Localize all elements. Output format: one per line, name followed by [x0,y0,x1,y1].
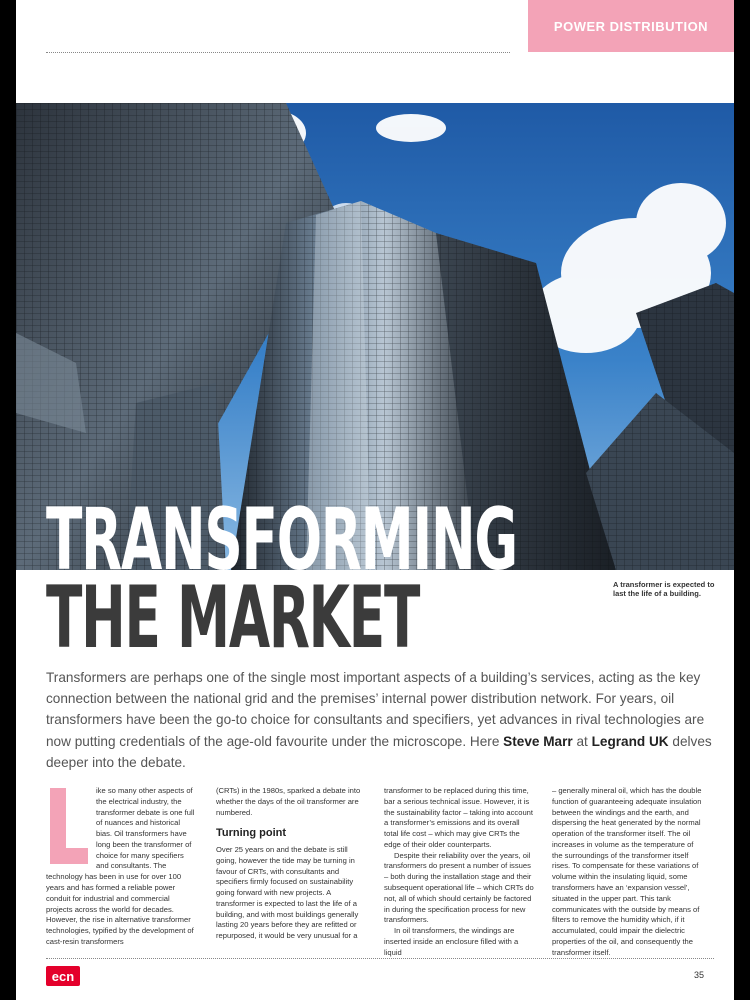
column-2-text-a: (CRTs) in the 1980s, sparked a debate into whether the days of the oil transformer are numbered. [216,786,361,817]
column-1-text: ike so many other aspects of the electrical industry, the transformer debate is one full of nuances and historical bias. Oil transformers have long been the transformer of choice for many specifiers and consultants. The technology has been in use for over 100 years and has formed a reliable power conduit for industrial and commercial projects across the world for decades. However, the rise in alternative transformer technologies, typified by the development of cast-resin transformers [46,786,195,946]
column-1 [46,786,198,948]
column-3 [384,786,536,959]
headline-line-2: THE MARKET [46,568,420,668]
company-name: Legrand UK [591,733,669,749]
standfirst [46,667,716,773]
section-label: POWER DISTRIBUTION [528,0,734,52]
column-4 [552,786,704,959]
standfirst-text-1: Transformers are perhaps one of the single most important aspects of a building’s services, acting as the key connection between the national grid and the premises’ internal power distribution network. For years, oil transformers have been the go-to choice for consultants and specifiers, yet advances in rival technologies are now putting credentials of the age-old favourite under the microscope. Here [46,670,705,749]
magazine-page [16,0,734,1000]
ecn-logo [46,966,80,986]
subheading: Turning point [216,827,287,840]
author-name: Steve Marr [503,733,573,749]
standfirst-text-2: at [572,733,592,749]
article-body [46,786,714,956]
top-divider [46,52,510,53]
headline-line-1: TRANSFORMING [46,490,517,590]
svg-text:ecn: ecn [51,969,75,984]
column-3-text-a: transformer to be replaced during this time, bar a serious technical issue. However, it is the sustainability factor – taking into account a transformer’s emissions and its overall total life cost – which may give CRTs the edge of their older counterparts. [384,786,534,849]
column-4-text: – generally mineral oil, which has the double function of guaranteeing adequate insulation between the windings and the earth, and dispersing the heat generated by the normal operation of the transformer itself. The oil increases in volume as the temperature of the surroundings of the transformer itself rises. To compensate for these variations of volume within the insulating liquid, some transformers have an ‘expansion vessel’, situated in the upper part. This tank communicates with the outside by means of filters to remove the humidity which, if it accumulated, could impair the dielectric properties of the oil, and consequently the transformer itself. [552,786,702,957]
column-3-text-c: In oil transformers, the windings are inserted inside an enclosure filled with a liquid [384,926,519,957]
drop-cap-l [46,786,90,866]
column-2-text-b: Over 25 years on and the debate is still going, however the tide may be turning in favour of CRTs, with consultants and specifiers firmly focused on sustainability going forward with new projects. A transformer is expected to last the life of a building, and with most buildings generally lasting 20 years before they are refitted or repurposed, it would be very unusual for a [216,844,359,941]
page-number: 35 [693,970,704,980]
headline [46,490,517,668]
bottom-divider [46,958,714,959]
image-caption: A transformer is expected to last the life of a building. [613,580,715,599]
column-3-text-b: Despite their reliability over the years, oil transformers do present a number of issues – both during the installation stage and their subsequent operational life – which CRTs do not, all of which should certainly be factored in during the specification process for new transformers. [384,850,534,925]
standfirst-text-3: delves deeper into the debate. [46,733,712,770]
column-2 [216,786,368,942]
